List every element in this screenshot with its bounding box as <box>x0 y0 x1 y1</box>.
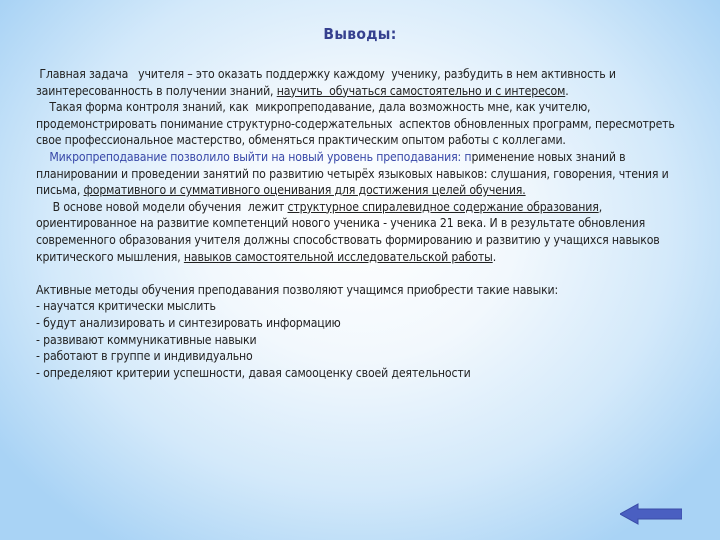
slide-body <box>36 66 696 381</box>
skill-item: - работают в группе и индивидуально <box>36 349 253 364</box>
skill-item: - определяют критерии успешности, давая самооценку своей деятельности <box>36 365 471 380</box>
text: . <box>565 83 569 98</box>
underlined-text: структурное спиралевидное содержание образования <box>287 199 599 214</box>
paragraph-microteaching <box>36 99 696 149</box>
back-button[interactable] <box>620 503 682 525</box>
text: рименение новых знаний в планировании и проведении занятий по развитию четырёх языковых навыков: слушания, говорения, чтения и письма, <box>36 149 672 198</box>
slide-title: Выводы: <box>323 25 397 43</box>
paragraph-new-model <box>36 199 696 265</box>
arrow-left-icon <box>620 503 682 525</box>
text: Такая форма контроля знаний, как микропреподавание, дала возможность мне, как учителю, продемонстрировать понимание структурно-содержательных аспектов обновленных программ, пересмотреть свое профессиональное мастерство, обменяться практическим опытом работы с коллегами. <box>36 100 679 148</box>
skill-item: - развивают коммуникативные навыки <box>36 332 257 347</box>
skill-item: - научатся критически мыслить <box>36 299 216 314</box>
text: Главная задача учителя – это оказать поддержку каждому ученику, разбудить в нем активность и заинтересованность в получении знаний, <box>36 67 620 98</box>
spacer <box>36 265 696 282</box>
underlined-text: навыков самостоятельной исследовательской работы <box>183 249 493 264</box>
underlined-text: научить обучаться самостоятельно и с интересом <box>276 83 566 98</box>
highlighted-text: Микропреподавание позволило выйти на новый уровень преподавания: п <box>36 149 472 164</box>
text: В основе новой модели обучения лежит <box>36 199 288 214</box>
text: , ориентированное на развитие компетенций нового ученика - ученика 21 века. И в результате обновления современного образования учителя должны способствовать формированию и развитию у учащихся навыков критического мышления, <box>36 199 663 264</box>
underlined-text: формативного и суммативного оценивания для достижения целей обучения. <box>83 183 526 198</box>
skill-item: - будут анализировать и синтезировать информацию <box>36 315 341 330</box>
skills-intro: Активные методы обучения преподавания позволяют учащимся приобрести такие навыки: <box>36 282 559 297</box>
text: . <box>492 249 497 264</box>
paragraph-main-task <box>36 66 696 99</box>
paragraph-new-level <box>36 149 696 199</box>
